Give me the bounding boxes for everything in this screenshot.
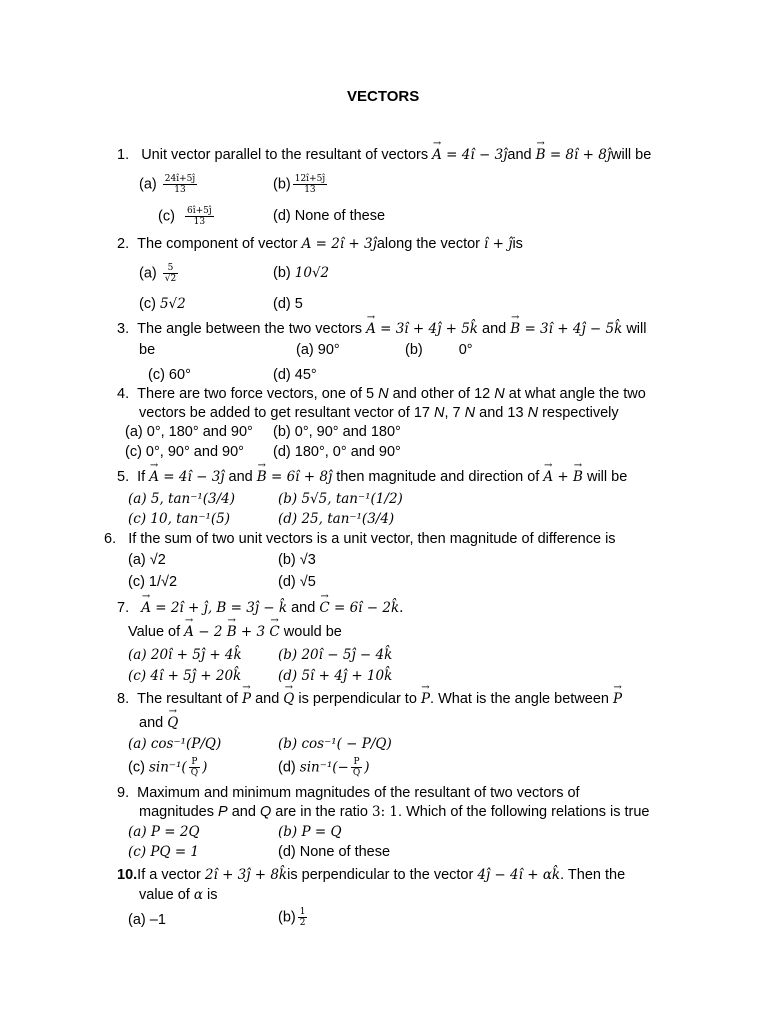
question-text: at what angle the two bbox=[508, 386, 646, 402]
frac-num: P bbox=[351, 757, 362, 768]
vector-expr: = 6î − 2k̂. bbox=[329, 600, 404, 616]
function-name: sin⁻¹( bbox=[148, 759, 187, 776]
option-label: (c) bbox=[158, 208, 175, 225]
question-number: 1. bbox=[117, 147, 130, 163]
and-text: and bbox=[228, 469, 253, 485]
option-d[interactable]: (d) 180°, 0° and 90° bbox=[273, 444, 401, 460]
option-a[interactable]: (a) 5, tan⁻¹(3/4) bbox=[128, 491, 236, 507]
option-a[interactable]: (a) 20î + 5ĵ + 4k̂ bbox=[128, 647, 242, 663]
vector-a: → A bbox=[366, 320, 376, 338]
frac-den: 13 bbox=[304, 185, 316, 195]
question-10-line2 bbox=[139, 886, 217, 904]
option-b[interactable]: (b) √3 bbox=[278, 552, 316, 568]
option-c[interactable] bbox=[139, 295, 186, 313]
option-a[interactable]: (a) P = 2Q bbox=[128, 824, 200, 840]
question-7-line2 bbox=[128, 623, 342, 641]
question-text: If a vector bbox=[137, 867, 201, 883]
vector-b: → B bbox=[257, 468, 267, 486]
frac-num: P bbox=[189, 757, 200, 768]
vector-b: → B bbox=[227, 623, 237, 641]
vector-c: → C bbox=[319, 599, 329, 617]
ratio: 3: 1 bbox=[371, 804, 399, 820]
question-9-line2 bbox=[139, 803, 649, 821]
question-text: then magnitude and direction of bbox=[336, 469, 540, 485]
vector-p: → P bbox=[242, 690, 251, 708]
question-text: Unit vector parallel to the resultant of vectors bbox=[141, 147, 429, 163]
vector-a: → A bbox=[184, 623, 194, 641]
vector-b: → B bbox=[510, 320, 520, 338]
variable-alpha: α bbox=[193, 887, 203, 903]
frac-den: 13 bbox=[193, 217, 206, 227]
unit-newton: N bbox=[464, 405, 476, 421]
question-3 bbox=[117, 320, 646, 338]
vector-q: → Q bbox=[283, 690, 294, 708]
option-c[interactable]: (c) 0°, 90° and 90° bbox=[125, 444, 244, 460]
question-1 bbox=[117, 146, 651, 164]
option-c[interactable]: (c) PQ = 1 bbox=[128, 844, 200, 860]
vector-expr: = 2î + ĵ, B = 3ĵ − k̂ bbox=[150, 600, 288, 616]
vector-b: → B bbox=[573, 468, 583, 486]
question-tail: is bbox=[206, 887, 218, 903]
option-label: (c) bbox=[128, 759, 145, 776]
operator: − 2 bbox=[193, 624, 227, 640]
option-c[interactable]: (c) 4î + 5ĵ + 20k̂ bbox=[128, 668, 242, 684]
option-d[interactable]: (d) √5 bbox=[278, 574, 316, 590]
paren: ) bbox=[202, 759, 208, 776]
function-name: sin⁻¹(− bbox=[299, 759, 349, 776]
vector-expr: 2î + 3ĵ + 8k̂ bbox=[204, 867, 288, 883]
variable-p: P bbox=[218, 804, 228, 820]
vector-a: → A bbox=[432, 146, 442, 164]
question-number: 6. bbox=[104, 531, 117, 547]
question-9 bbox=[117, 784, 580, 802]
vector-a-expr: = 4î − 3ĵ bbox=[159, 469, 225, 485]
question-4 bbox=[117, 385, 646, 403]
paren: ) bbox=[364, 759, 370, 776]
question-tail: will be bbox=[586, 469, 628, 485]
option-label: (a) bbox=[139, 176, 157, 193]
frac-den: Q bbox=[190, 768, 199, 778]
question-text: vectors be added to get resultant vector of 17 bbox=[139, 405, 430, 421]
question-7 bbox=[117, 599, 403, 617]
question-text: magnitudes bbox=[139, 804, 214, 820]
frac-den: Q bbox=[352, 768, 361, 778]
option-b[interactable]: (b) cos⁻¹( − P/Q) bbox=[278, 736, 392, 752]
vector-c: → C bbox=[269, 623, 279, 641]
option-a[interactable]: (a) 0°, 180° and 90° bbox=[125, 424, 253, 440]
option-value: 5√2 bbox=[159, 296, 186, 312]
option-b[interactable] bbox=[405, 341, 473, 359]
vector-b-expr: = 8î + 8ĵ bbox=[545, 147, 612, 163]
question-text: is perpendicular to the vector bbox=[287, 867, 474, 883]
question-text: is perpendicular to bbox=[298, 691, 417, 707]
question-text: . Then the bbox=[560, 867, 626, 883]
question-number: 5. bbox=[117, 469, 130, 485]
option-a[interactable]: (a) –1 bbox=[128, 912, 166, 928]
option-label: (b) bbox=[278, 909, 296, 926]
option-b[interactable]: (b) 20î − 5ĵ − 4k̂ bbox=[278, 647, 393, 663]
unit-newton: N bbox=[494, 386, 505, 402]
option-d[interactable] bbox=[278, 757, 370, 778]
option-label: (b) bbox=[405, 342, 423, 358]
vector-expr: 4ĵ − 4î + αk̂ bbox=[477, 867, 561, 883]
option-a[interactable] bbox=[139, 174, 199, 195]
option-d[interactable]: (d) 5 bbox=[273, 296, 303, 312]
frac-num: 6î+5ĵ bbox=[186, 206, 212, 216]
question-4-line2 bbox=[139, 404, 619, 422]
option-b[interactable]: (b) 0°, 90° and 180° bbox=[273, 424, 401, 440]
question-number: 4. bbox=[117, 386, 130, 402]
page-title: VECTORS bbox=[347, 88, 420, 105]
unit-newton: N bbox=[527, 405, 539, 421]
option-c[interactable]: (c) 1/√2 bbox=[128, 574, 178, 590]
question-text: respectively bbox=[542, 405, 619, 421]
and-text: and bbox=[139, 715, 164, 731]
question-8-line2 bbox=[139, 714, 178, 732]
direction-vector: î + ĵ bbox=[484, 236, 513, 252]
option-b[interactable] bbox=[273, 264, 329, 282]
option-b[interactable]: (b) P = Q bbox=[278, 824, 342, 840]
frac-den: √2 bbox=[164, 274, 177, 284]
option-label: (b) bbox=[273, 265, 291, 281]
question-8 bbox=[117, 690, 622, 708]
vector-p: → P bbox=[613, 690, 622, 708]
frac-num: 5 bbox=[163, 263, 178, 274]
vector-p: → P bbox=[421, 690, 430, 708]
question-number: 3. bbox=[117, 321, 130, 337]
and-text: and bbox=[291, 600, 316, 616]
and-text: and bbox=[231, 804, 256, 820]
operator: + 3 bbox=[236, 624, 270, 640]
question-text: If the sum of two unit vectors is a unit vector, then magnitude of difference is bbox=[128, 531, 616, 547]
option-a[interactable]: (a) 90° bbox=[296, 342, 340, 358]
question-number: 8. bbox=[117, 691, 130, 707]
question-text: would be bbox=[283, 624, 342, 640]
vector-a: → A bbox=[141, 599, 151, 617]
question-number: 9. bbox=[117, 785, 130, 801]
question-number: 7. bbox=[117, 600, 130, 616]
question-text: are in the ratio bbox=[275, 804, 368, 820]
option-d[interactable]: (d) None of these bbox=[278, 844, 391, 860]
variable-q: Q bbox=[259, 804, 272, 820]
question-text: . Which of the following relations is true bbox=[398, 804, 650, 820]
question-tail: will bbox=[626, 321, 647, 337]
question-tail: is bbox=[512, 236, 523, 252]
question-5 bbox=[117, 468, 627, 486]
vector-b-expr: = 3î + 4ĵ − 5k̂ bbox=[520, 321, 623, 337]
question-text: If bbox=[137, 469, 146, 485]
question-text: The component of vector bbox=[137, 236, 298, 252]
question-text: The angle between the two vectors bbox=[137, 321, 363, 337]
question-text: Value of bbox=[128, 624, 181, 640]
and-text: and bbox=[482, 321, 507, 337]
unit-newton: N bbox=[434, 405, 445, 421]
question-mid: along the vector bbox=[376, 236, 481, 252]
option-value: 0° bbox=[458, 342, 473, 358]
option-d[interactable]: (d) None of these bbox=[273, 208, 386, 224]
option-label: (a) bbox=[139, 265, 157, 282]
question-text: and 13 bbox=[479, 405, 524, 421]
option-c[interactable] bbox=[158, 206, 216, 227]
question-text: . What is the angle between bbox=[430, 691, 609, 707]
option-a[interactable] bbox=[139, 263, 180, 284]
frac-num: 12î+5ĵ bbox=[294, 174, 326, 184]
question-3-line2: be bbox=[139, 342, 156, 358]
question-number: 10. bbox=[117, 867, 138, 883]
option-label: (b) bbox=[273, 176, 291, 193]
plus-sign: + bbox=[553, 469, 574, 485]
question-6 bbox=[104, 530, 616, 548]
vector-a: → A bbox=[149, 468, 159, 486]
option-a[interactable]: (a) √2 bbox=[128, 552, 166, 568]
vector-a-expr: = 3î + 4ĵ + 5k̂ bbox=[375, 321, 478, 337]
option-c[interactable]: (c) 60° bbox=[148, 367, 191, 383]
frac-num: 1 bbox=[299, 907, 306, 917]
question-text: Maximum and minimum magnitudes of the resultant of two vectors of bbox=[137, 785, 580, 801]
question-text: value of bbox=[139, 887, 190, 903]
option-value: 10√2 bbox=[294, 265, 330, 281]
question-text: The resultant of bbox=[137, 691, 238, 707]
option-label: (c) bbox=[139, 296, 156, 312]
question-text: , 7 bbox=[444, 405, 461, 421]
option-b[interactable] bbox=[278, 907, 309, 928]
vector-expr: A = 2î + 3ĵ bbox=[301, 236, 377, 252]
option-c[interactable] bbox=[128, 757, 207, 778]
frac-num: 24î+5ĵ bbox=[164, 174, 196, 184]
option-a[interactable]: (a) cos⁻¹(P/Q) bbox=[128, 736, 222, 752]
question-2 bbox=[117, 235, 523, 253]
frac-den: 13 bbox=[174, 185, 186, 195]
option-c[interactable]: (c) 10, tan⁻¹(5) bbox=[128, 511, 230, 527]
vector-b-expr: = 6î + 8ĵ bbox=[266, 469, 333, 485]
option-d[interactable]: (d) 45° bbox=[273, 367, 317, 383]
question-number: 2. bbox=[117, 236, 130, 252]
and-text: and bbox=[507, 147, 532, 163]
unit-newton: N bbox=[378, 386, 389, 402]
option-b[interactable]: (b) 5√5, tan⁻¹(1/2) bbox=[278, 491, 403, 507]
option-label: (d) bbox=[278, 759, 296, 776]
vector-q: → Q bbox=[167, 714, 178, 732]
question-tail: will be bbox=[611, 147, 652, 163]
frac-den: 2 bbox=[299, 918, 306, 928]
question-10 bbox=[117, 866, 625, 884]
option-d[interactable]: (d) 25, tan⁻¹(3/4) bbox=[278, 511, 395, 527]
and-text: and bbox=[255, 691, 280, 707]
option-d[interactable]: (d) 5î + 4ĵ + 10k̂ bbox=[278, 668, 393, 684]
option-b[interactable] bbox=[273, 174, 329, 195]
vector-b: → B bbox=[536, 146, 546, 164]
vector-a-expr: = 4î − 3ĵ bbox=[441, 147, 508, 163]
question-text: There are two force vectors, one of 5 bbox=[137, 386, 375, 402]
vector-a: → A bbox=[543, 468, 553, 486]
question-text: and other of 12 bbox=[392, 386, 491, 402]
